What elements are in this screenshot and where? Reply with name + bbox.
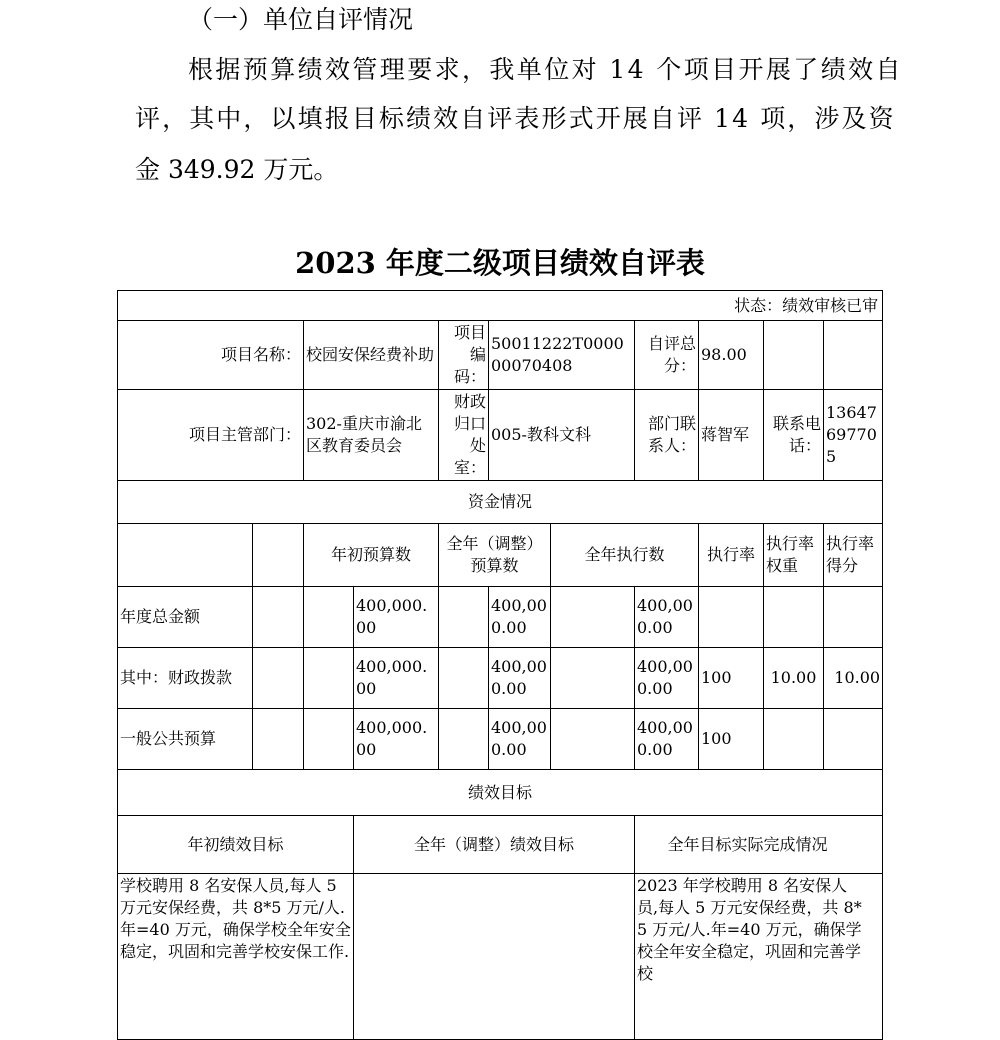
initial-value: 400,000.00 (354, 587, 439, 648)
adjusted-value: 400,000.00 (489, 709, 551, 770)
col-rate: 执行率 (699, 524, 764, 587)
executed-value: 400,000.00 (635, 709, 699, 770)
finance-value: 005-教科文科 (489, 390, 635, 481)
goal-initial-text: 学校聘用 8 名安保人员,每人 5 万元安保经费，共 8*5 万元/人.年=40 万元，确保学校全年安全稳定，巩固和完善学校安保工作. (118, 874, 354, 1040)
status-text: 状态：绩效审核已审 (118, 291, 883, 321)
empty-cell (764, 321, 824, 390)
empty-cell (439, 587, 489, 648)
empty-cell (253, 524, 304, 587)
row-label: 年度总金额 (118, 587, 253, 648)
empty-cell (551, 587, 635, 648)
score-value: 98.00 (699, 321, 764, 390)
col-adjusted-budget: 全年（调整）预算数 (439, 524, 551, 587)
paragraph-line: 金 349.92 万元。 (135, 155, 339, 184)
empty-cell (304, 709, 354, 770)
goal-col-adjusted: 全年（调整）绩效目标 (354, 816, 635, 874)
empty-cell (551, 648, 635, 709)
score-value: 10.00 (824, 648, 883, 709)
empty-cell (439, 709, 489, 770)
empty-cell (253, 709, 304, 770)
empty-cell (253, 587, 304, 648)
weight-value: 10.00 (764, 648, 824, 709)
empty-cell (824, 321, 883, 390)
project-name-value: 校园安保经费补助 (304, 321, 439, 390)
evaluation-form-table (117, 290, 883, 1040)
rate-value: 100 (699, 709, 764, 770)
col-weight: 执行率权重 (764, 524, 824, 587)
table-row (118, 709, 883, 770)
project-code-value: 50011222T000000070408 (489, 321, 635, 390)
goal-col-actual: 全年目标实际完成情况 (635, 816, 883, 874)
empty-cell (304, 587, 354, 648)
empty-cell (118, 524, 253, 587)
section-heading: （一）单位自评情况 (188, 5, 414, 34)
empty-cell (253, 648, 304, 709)
finance-label: 财政归口处室： (439, 390, 489, 481)
paragraph-line: 根据预算绩效管理要求，我单位对 14 个项目开展了绩效自 (188, 55, 903, 84)
executed-value: 400,000.00 (635, 648, 699, 709)
score-value (824, 587, 883, 648)
initial-value: 400,000.00 (354, 709, 439, 770)
score-value (824, 709, 883, 770)
score-label: 自评总分： (635, 321, 699, 390)
weight-value (764, 709, 824, 770)
paragraph-line: 评，其中，以填报目标绩效自评表形式开展自评 14 项，涉及资 (135, 104, 896, 133)
adjusted-value: 400,000.00 (489, 587, 551, 648)
initial-value: 400,000.00 (354, 648, 439, 709)
goal-col-initial: 年初绩效目标 (118, 816, 354, 874)
dept-value: 302-重庆市渝北区教育委员会 (304, 390, 439, 481)
col-initial-budget: 年初预算数 (304, 524, 439, 587)
empty-cell (439, 648, 489, 709)
contact-value: 蒋智军 (699, 390, 764, 481)
goal-actual-text: 2023 年学校聘用 8 名安保人员,每人 5 万元安保经费，共 8*5 万元/人.年=40 万元，确保学校全年安全稳定，巩固和完善学校 (635, 874, 883, 1040)
phone-label: 联系电话： (764, 390, 824, 481)
rate-value: 100 (699, 648, 764, 709)
empty-cell (304, 648, 354, 709)
goals-header: 绩效目标 (118, 770, 883, 816)
executed-value: 400,000.00 (635, 587, 699, 648)
col-score: 执行率得分 (824, 524, 883, 587)
dept-label: 项目主管部门： (118, 390, 304, 481)
phone-value: 13647697705 (824, 390, 883, 481)
table-row (118, 648, 883, 709)
row-label: 其中：财政拨款 (118, 648, 253, 709)
row-label: 一般公共预算 (118, 709, 253, 770)
form-title: 2023 年度二级项目绩效自评表 (295, 246, 705, 280)
funds-header: 资金情况 (118, 481, 883, 524)
table-row (118, 587, 883, 648)
col-executed: 全年执行数 (551, 524, 699, 587)
project-name-label: 项目名称： (118, 321, 304, 390)
contact-label: 部门联系人： (635, 390, 699, 481)
rate-value (699, 587, 764, 648)
goal-adjusted-text (354, 874, 635, 1040)
weight-value (764, 587, 824, 648)
empty-cell (551, 709, 635, 770)
project-code-label: 项目编码： (439, 321, 489, 390)
adjusted-value: 400,000.00 (489, 648, 551, 709)
